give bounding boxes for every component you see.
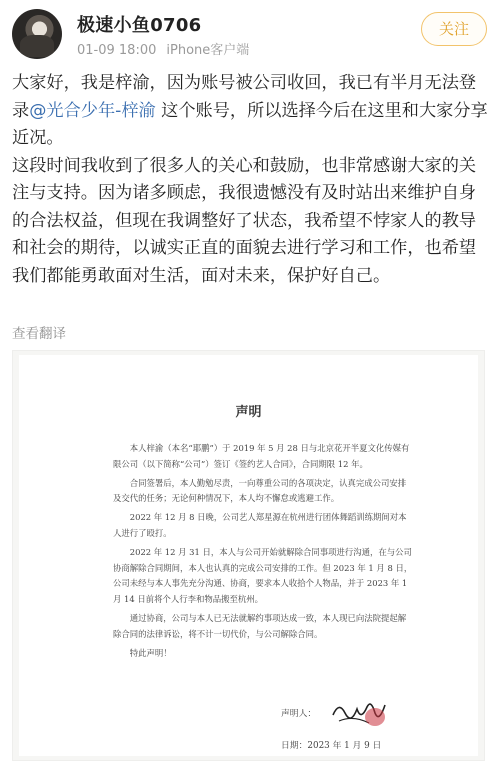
statement-body (113, 441, 413, 665)
statement-paragraph: 特此声明！ (129, 647, 172, 658)
post-header (0, 0, 497, 62)
post-text-segment: 这个账号，所以选择今后在这里和大家分享 (155, 100, 488, 121)
statement-paragraph: 本人梓渝（本名“耶鹏”）于 2019 年 5 月 28 日与北京花开半夏文化传媒有限公司（以下简称“公司”）签订《签约艺人合同》，合同期限 12 年。 (113, 443, 410, 469)
statement-paper (19, 355, 478, 756)
post-text-segment: 录 (12, 100, 30, 121)
mention-link[interactable]: @光合少年-梓渝 (29, 100, 156, 121)
post-body (12, 70, 490, 290)
avatar[interactable] (12, 9, 62, 59)
statement-paragraph: 2022 年 12 月 31 日，本人与公司开始就解除合同事项进行沟通，在与公司协商解除合同期间，本人也认真的完成公司安排的工作。但 2023 年 1 月 8 日，公司未经与本人事先充分沟通、协商，要求本人收拾个人物品，并于 2023 年 1 月 14 日前将个人行李和物品搬至杭州。 (113, 547, 413, 604)
post-text-line: 近况。 (12, 128, 64, 148)
statement-paragraph: 合同签署后，本人勤勉尽责，一向尊重公司的各项决定，认真完成公司安排及交代的任务；无论何种情况下，本人均不懈怠或逃避工作。 (113, 477, 407, 504)
post-date: 01-09 18:00 (77, 43, 157, 58)
statement-signer-label: 声明人： (281, 709, 317, 719)
username[interactable]: 极速小鱼0706 (77, 15, 202, 36)
statement-title: 声明 (235, 405, 262, 420)
post-device: iPhone客户端 (166, 43, 250, 58)
post-text-line: 大家好，我是梓渝，因为账号被公司收回，我已有半月无法登 (12, 73, 477, 93)
statement-date: 日期：2023 年 1 月 9 日 (281, 741, 382, 751)
handwritten-signature (329, 695, 389, 731)
statement-paragraph: 通过协商，公司与本人已无法就解约事项达成一致，本人现已向法院提起解除合同的法律诉讼，将不计一切代价，与公司解除合同。 (113, 612, 407, 639)
post-paragraph-2: 这段时间我收到了很多人的关心和鼓励，也非常感谢大家的关注与支持。因为诸多顾虑，我很遗憾没有及时站出来维护自身的合法权益，但现在我调整好了状态，我希望不悖家人的教导和社会的期待，以诚实正直的面貌去进行学习和工作，也希望我们都能勇敢面对生活，面对未来，保护好自己。 (12, 155, 477, 286)
statement-image[interactable] (12, 350, 485, 761)
statement-paragraph: 2022 年 12 月 8 日晚，公司艺人郑星源在杭州进行团体舞蹈训练期间对本人进行了殴打。 (113, 512, 407, 538)
post-meta (77, 39, 249, 58)
follow-button[interactable]: 关注 (421, 12, 487, 46)
translate-link[interactable]: 查看翻译 (12, 326, 66, 342)
post-paragraph-1 (12, 70, 490, 153)
